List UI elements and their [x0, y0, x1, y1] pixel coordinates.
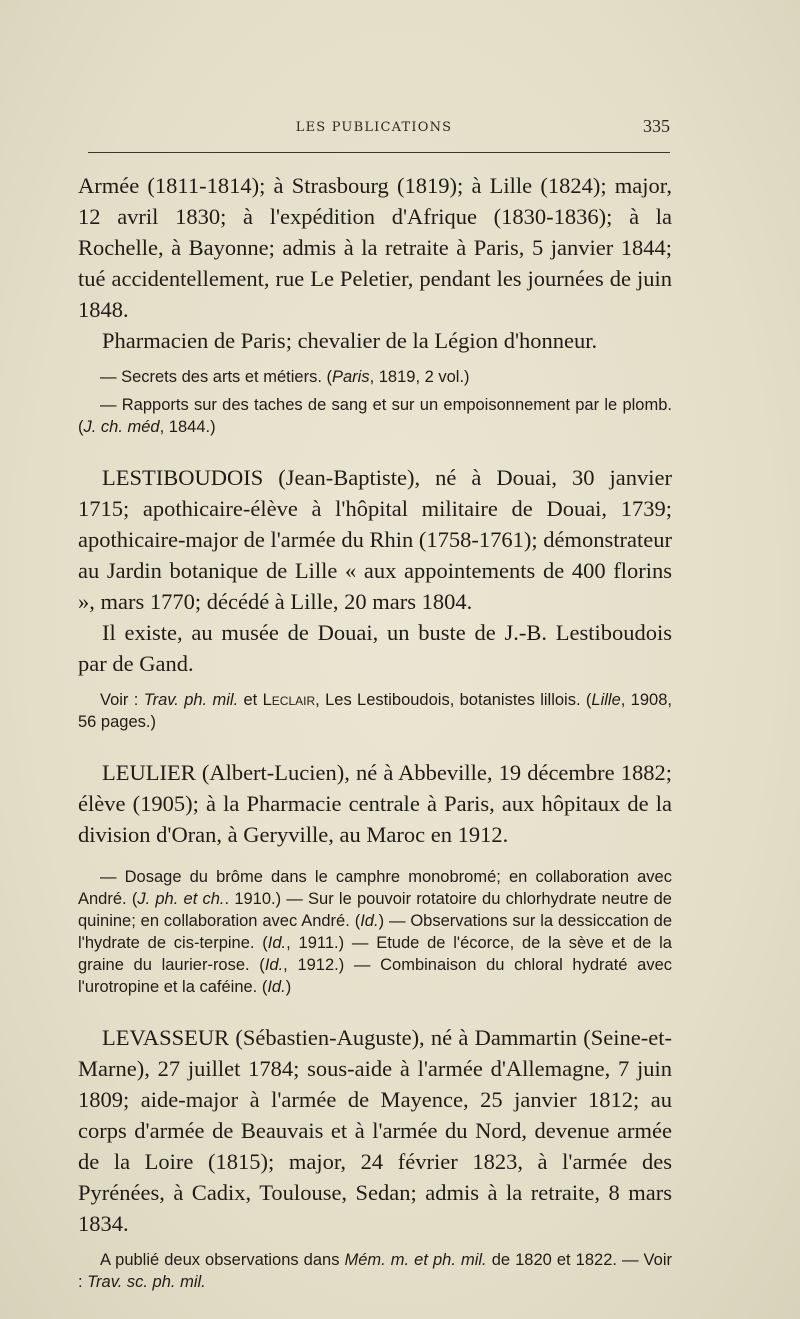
entry-continuation: Armée (1811-1814); à Strasbourg (1819); à Lille (1824); major, 12 avril 1830; à l'expédition d'Afrique (1830-1836); à la Rochelle, à Bayonne; admis à la retraite à Paris, 5 janvier 1844; tué accidentellement, rue Le Peletier, pendant les journées de juin 1848. [78, 173, 672, 322]
ref-source: Trav. sc. ph. mil. [87, 1273, 206, 1291]
pub-text: — Secrets des arts et métiers. ( [100, 368, 332, 386]
pub-text: , 1911.) — Etude de l'écorce, de la sève et de la graine du laurier-rose. ( [78, 934, 672, 974]
entry-name: LESTIBOUDOIS [102, 465, 264, 490]
pub-text: — Rapports sur des taches de sang et sur un empoisonnement par le plomb. ( [78, 396, 672, 436]
publication-item [78, 394, 672, 438]
pub-text: — Dosage du brôme dans le camphre monobromé; en collaboration avec André. ( [78, 868, 672, 908]
header-title: LES PUBLICATIONS [295, 120, 453, 135]
ref-text: A publié deux observations dans [100, 1251, 345, 1269]
publication-item [78, 366, 672, 388]
entry-name: LEULIER [102, 760, 196, 785]
entry-note: Il existe, au musée de Douai, un buste de J.-B. Lestiboudois par de Gand. [78, 620, 672, 676]
ref-text: Voir : [100, 691, 144, 709]
header-rule [88, 152, 670, 153]
entry-leulier [78, 757, 672, 850]
entry-text: (Jean-Baptiste), né à Douai, 30 janvier 1715; apothicaire-élève à l'hôpital militaire de Douai, 1739; apothicaire-major de l'armée du Rhin (1758-1761); démonstrateur au Jardin botanique de Lille « aux appointements de 400 florins », mars 1770; décédé à Lille, 20 mars 1804. [78, 465, 672, 614]
ref-text: , 1908, 56 pages.) [78, 691, 672, 731]
pub-text: ) [285, 978, 292, 996]
pub-text: , 1819, 2 vol.) [369, 368, 470, 386]
page-number: 335 [643, 116, 670, 136]
reference [78, 689, 672, 733]
pub-source: Id. [360, 912, 379, 930]
ref-source: Trav. ph. mil. [143, 691, 239, 709]
ref-text: , Les Lestiboudois, botanistes lillois. ( [315, 691, 592, 709]
pub-source: Paris [331, 368, 370, 386]
entry-lestiboudois [78, 462, 672, 617]
entry-text: (Sébastien-Auguste), né à Dammartin (Seine-et-Marne), 27 juillet 1784; sous-aide à l'armée d'Allemagne, 7 juin 1809; aide-major à l'armée de Mayence, 25 janvier 1812; au corps d'armée de Beauvais et à l'armée du Nord, devenue armée de la Loire (1815); major, 24 février 1823, à l'armée des Pyrénées, à Cadix, Toulouse, Sedan; admis à la retraite, 8 mars 1834. [78, 1025, 672, 1236]
pub-source: Id. [264, 956, 284, 974]
running-header [78, 116, 670, 140]
reference [78, 1249, 672, 1293]
entry-levasseur [78, 1022, 672, 1239]
ref-text: de 1820 et 1822. — Voir : [78, 1251, 672, 1291]
pub-source: J. ch. méd [83, 418, 160, 436]
pub-source: Id. [267, 934, 287, 952]
pub-text: , 1912.) — Combinaison du chloral hydraté avec l'urotropine et la caféine. ( [78, 956, 673, 996]
entry-name: LEVASSEUR [102, 1025, 230, 1050]
publication-list [78, 866, 672, 998]
page-body [78, 170, 672, 1293]
pub-source: J. ph. et ch. [137, 890, 225, 908]
ref-source: Mém. m. et ph. mil. [344, 1251, 487, 1269]
ref-source: Lille [591, 691, 621, 709]
pub-text: , 1844.) [159, 418, 216, 436]
pub-text: . 1910.) — Sur le pouvoir rotatoire du chlorhydrate neutre de quinine; en collaboration avec André. ( [78, 890, 672, 930]
entry-text: (Albert-Lucien), né à Abbeville, 19 décembre 1882; élève (1905); à la Pharmacie centrale à Paris, aux hôpitaux de la division d'Oran, à Geryville, au Maroc en 1912. [78, 760, 672, 847]
pub-source: Id. [267, 978, 286, 996]
entry-continuation-note: Pharmacien de Paris; chevalier de la Légion d'honneur. [102, 328, 598, 353]
ref-author: Leclair [262, 691, 316, 709]
pub-text: ) — Observations sur la dessiccation de l'hydrate de cis-terpine. ( [78, 912, 672, 952]
ref-text: et [238, 691, 263, 709]
